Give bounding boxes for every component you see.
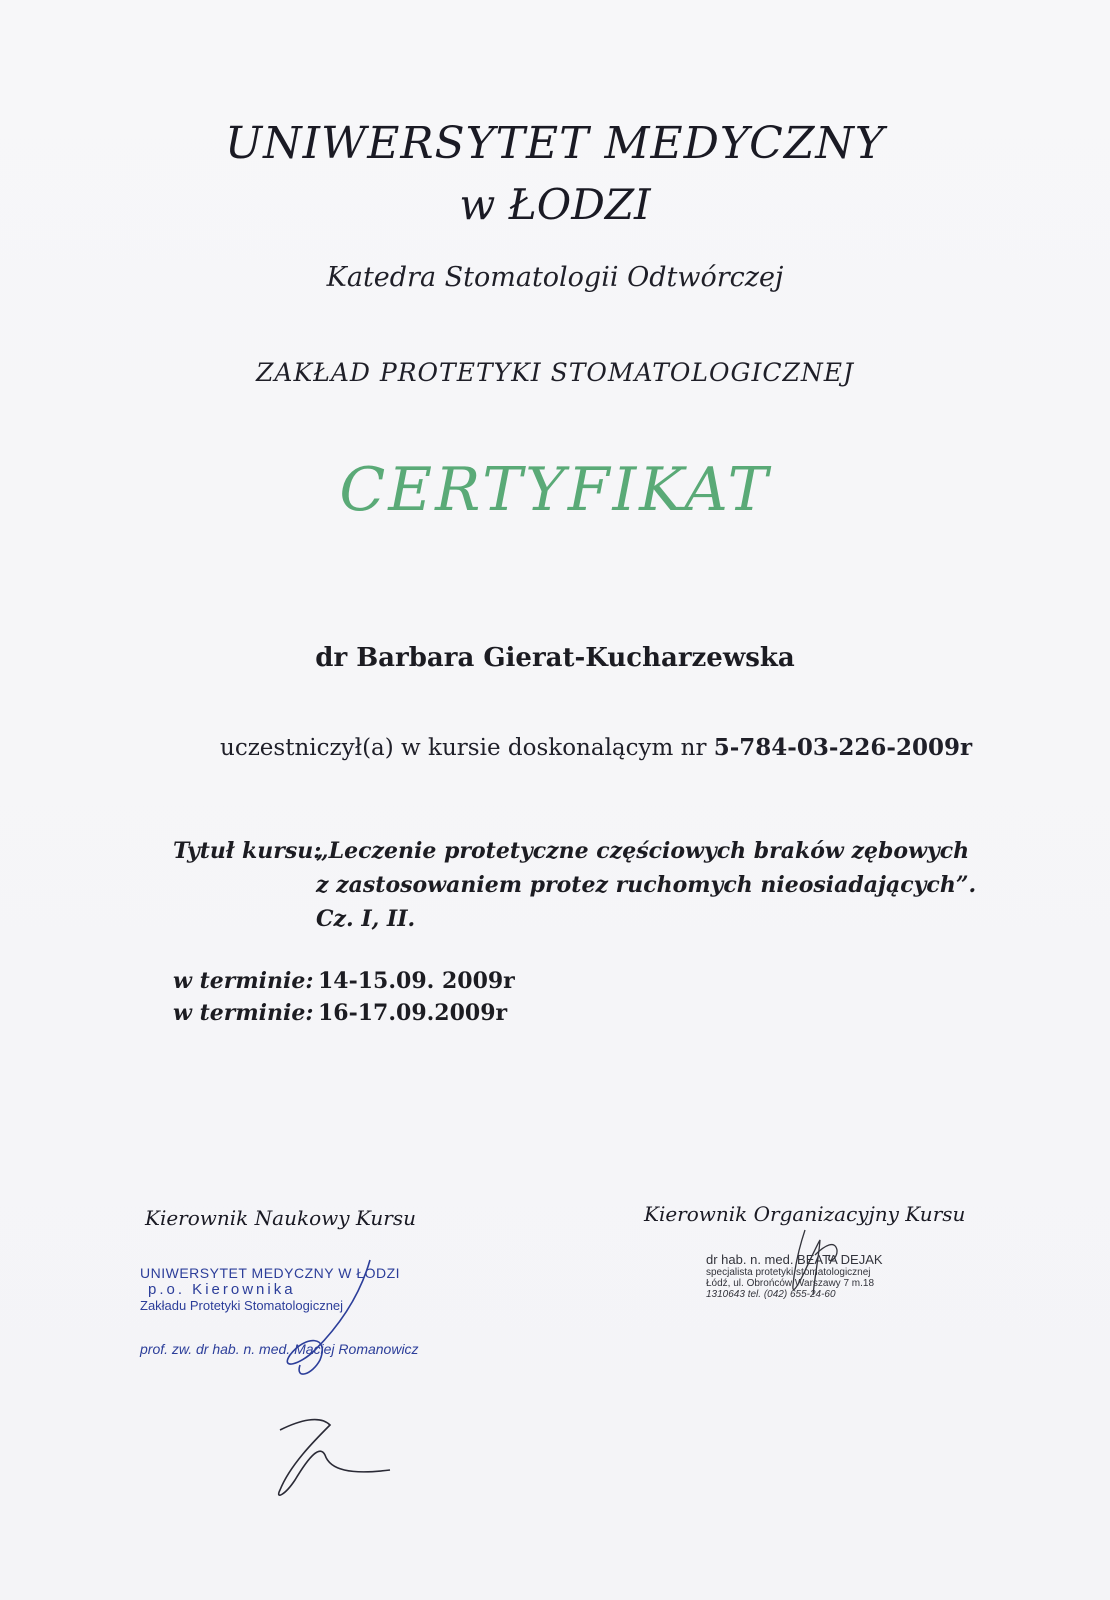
course-title-line-2: z zastosowaniem protez ruchomych nieosiadających”. [316,872,977,898]
stamp-right-line-3: Łódź, ul. Obrońców Warszawy 7 m.18 [706,1278,875,1289]
stamp-right-line-4: 1310643 tel. (042) 655-24-60 [706,1289,836,1300]
term-value-2: 16-17.09.2009r [318,1000,508,1026]
department-name: Katedra Stomatologii Odtwórczej [326,262,784,293]
university-name: UNIWERSYTET MEDYCZNY [225,118,885,169]
organizational-director-signature [775,1225,865,1315]
organizational-director-heading: Kierownik Organizacyjny Kursu [644,1202,966,1226]
participation-statement [220,734,972,761]
participation-text: uczestniczył(a) w kursie doskonalącym nr [220,735,707,761]
stamp-left-line-2: p.o. Kierownika [148,1281,296,1298]
university-city: w ŁODZI [459,180,651,229]
stamp-right-line-1: dr hab. n. med. BEATA DEJAK [706,1252,883,1267]
stamp-left-line-4: prof. zw. dr hab. n. med. Maciej Romanowicz [140,1341,419,1357]
certificate-title: CERTYFIKAT [339,455,771,525]
course-title-label: Tytuł kursu: [173,838,322,864]
recipient-name: dr Barbara Gierat-Kucharzewska [315,643,795,673]
term-label-2: w terminie: [173,1000,314,1026]
course-title-line-3: Cz. I, II. [316,906,416,932]
stamp-right-line-2: specjalista protetyki stomatologicznej [706,1267,871,1278]
unit-name: ZAKŁAD PROTETYKI STOMATOLOGICZNEJ [256,358,854,387]
scientific-director-signature [220,1255,410,1505]
scientific-director-heading: Kierownik Naukowy Kursu [145,1206,416,1230]
stamp-left-line-3: Zakładu Protetyki Stomatologicznej [140,1298,344,1313]
term-value-1: 14-15.09. 2009r [318,968,515,994]
course-title-line-1: „Leczenie protetyczne częściowych braków zębowych [316,838,970,864]
stamp-left-line-1: UNIWERSYTET MEDYCZNY W ŁODZI [140,1265,401,1281]
term-label-1: w terminie: [173,968,314,994]
course-number: 5-784-03-226-2009r [713,734,973,761]
